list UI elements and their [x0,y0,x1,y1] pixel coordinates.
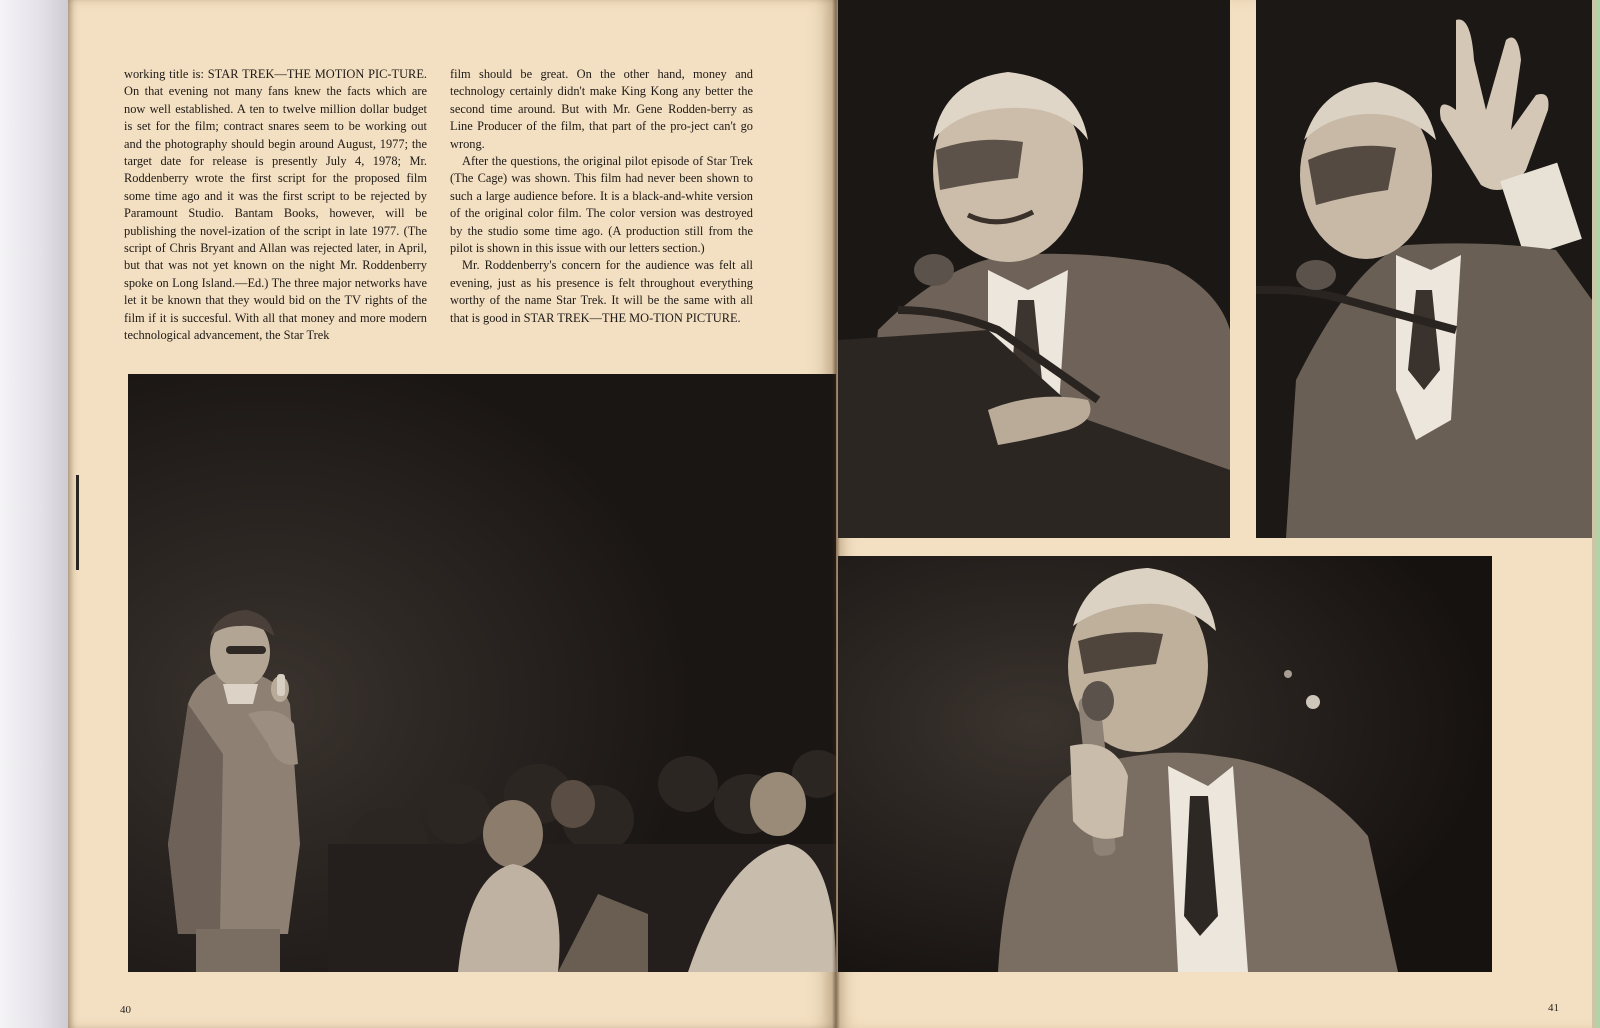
page-number-right: 41 [1548,1002,1559,1014]
photo-speaker-audience [128,374,836,972]
article-paragraph: After the questions, the original pilot episode of Star Trek (The Cage) was shown. This film had never been shown to such a large audience before. It is a black-and-white version of the original color film. The color version was destroyed by the studio some time ago. (A production still from the pilot is shown in this issue with our letters section.) [450,154,753,256]
page-number-left: 40 [120,1004,131,1016]
photo-podium-hand-raised-image [1256,0,1592,538]
photo-speaker-audience-image [128,374,836,972]
binding-mark [76,475,79,570]
photo-podium-smiling [838,0,1230,538]
photo-handheld-microphone-image [838,556,1492,972]
article-column-1 [124,66,427,345]
article-paragraph: Mr. Roddenberry's concern for the audience was felt all evening, just as his presence is felt throughout everything worthy of the name Star Trek. It will be the same with all that is good in STAR TREK—THE MO-TION PICTURE. [450,258,753,325]
article-paragraph: film should be great. On the other hand, money and technology certainly didn't make King Kong any better the second time around. But with Mr. Gene Rodden-berry as Line Producer of the film, that part of the pro-ject can't go wrong. [450,67,753,151]
article-column-2 [450,66,753,327]
photo-podium-hand-raised [1256,0,1592,538]
scanner-background [0,0,68,1028]
photo-podium-smiling-image [838,0,1230,538]
page-edge [1592,0,1600,1028]
article-paragraph: working title is: STAR TREK—THE MOTION PIC-TURE. On that evening not many fans knew the facts which are now well established. A ten to twelve million dollar budget is set for the film; contract snares seem to be working out and the photography should begin around August, 1977; the target date for release is presently July 4, 1978; Mr. Roddenberry wrote the first script for the proposed film some time ago and it was the first script to be rejected by Paramount Studio. Bantam Books, however, will be publishing the novel-ization of the script in late 1977. (The script of Chris Bryant and Allan was rejected later, in April, but that was not yet known on the night Mr. Roddenberry spoke on Long Island.—Ed.) The three major networks have let it be known that they would bid on the TV rights of the film if it is succesful. With all that money and more modern technological advancement, the Star Trek [124,67,427,343]
photo-handheld-microphone [838,556,1492,972]
